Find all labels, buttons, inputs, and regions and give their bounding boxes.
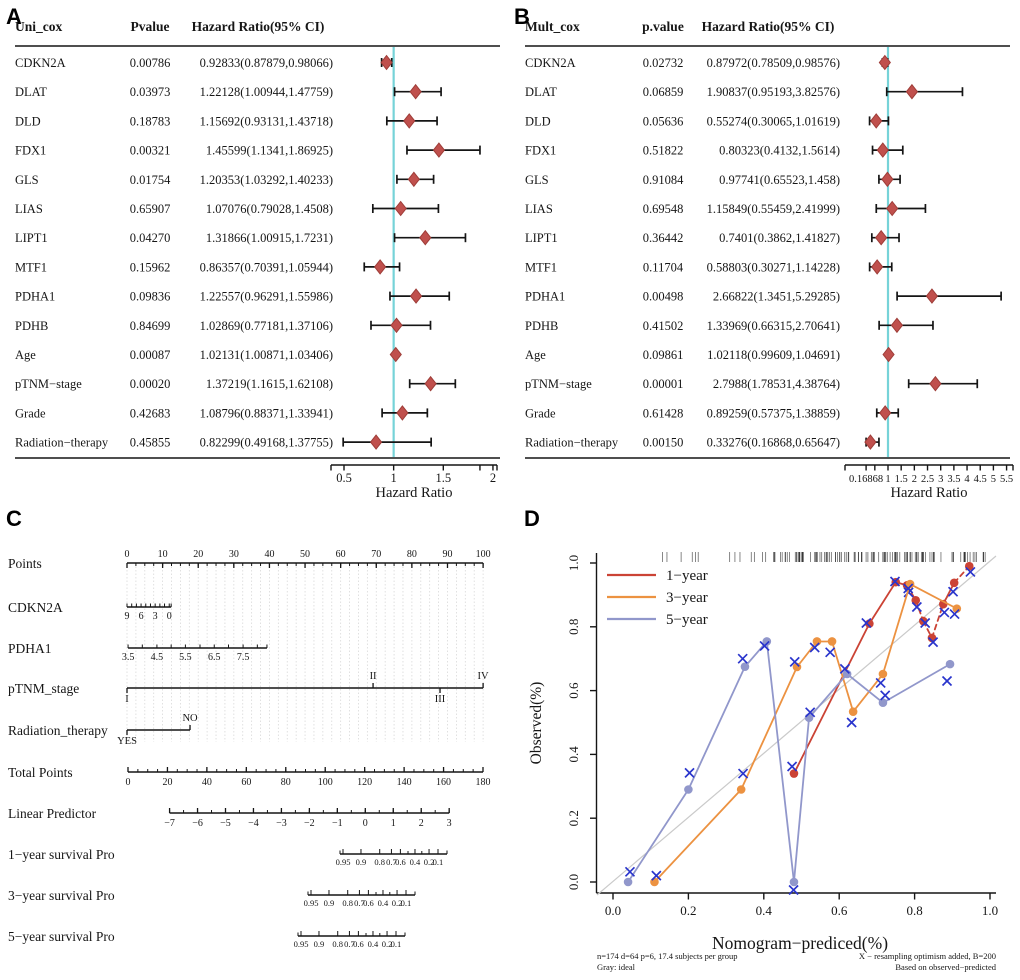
category-label: IV xyxy=(477,671,489,682)
nomogram-row-label: Points xyxy=(8,556,42,571)
axis-tick-label: 0.2 xyxy=(423,857,435,867)
row-pvalue: 0.45855 xyxy=(129,435,171,450)
nomogram-row-label: 5−year survival Pro xyxy=(8,929,115,944)
row-ci-text: 0.89259(0.57375,1.38859) xyxy=(706,406,840,421)
nomogram-row-5-year-survival-Pro xyxy=(8,929,405,949)
axis-tick-label: 100 xyxy=(475,549,491,560)
forest-axis-B xyxy=(845,465,1013,501)
legend-label: 3−year xyxy=(666,590,708,606)
axis-tick-label: 3 xyxy=(938,474,944,485)
row-pvalue: 0.09836 xyxy=(129,289,171,304)
nomogram-row-Linear-Predictor xyxy=(8,806,452,829)
axis-tick-label: 20 xyxy=(193,549,204,560)
hr-diamond xyxy=(404,114,415,128)
row-ci-text: 1.22128(1.00944,1.47759) xyxy=(199,85,333,100)
data-point-circle xyxy=(741,662,750,671)
nomogram-row-CDKN2A xyxy=(8,600,172,622)
forest-row-FDX1 xyxy=(525,143,903,158)
axis-tick-label: 50 xyxy=(300,549,311,560)
axis-tick-label: 6.5 xyxy=(207,652,221,663)
axis-tick-label: 0.5 xyxy=(336,471,352,485)
nomogram-row-pTNM-stage xyxy=(8,671,489,705)
data-point-circle xyxy=(650,878,659,887)
footnote: n=174 d=64 p=6, 17.4 subjects per group xyxy=(597,951,738,961)
data-point-circle xyxy=(879,698,888,707)
axis-tick-label: 20 xyxy=(162,777,173,788)
axis-tick-label: 60 xyxy=(241,777,252,788)
category-label: I xyxy=(125,694,129,705)
forest-row-Radiation−therapy xyxy=(525,435,879,450)
row-ci-text: 0.33276(0.16868,0.65647) xyxy=(706,435,840,450)
nomogram-row-label: Radiation_therapy xyxy=(8,723,108,738)
hr-diamond xyxy=(425,377,436,391)
hr-diamond xyxy=(872,260,883,274)
axis-tick-label: 3 xyxy=(152,611,158,622)
axis-tick-label: 0.6 xyxy=(395,857,406,867)
row-ci-text: 1.45599(1.1341,1.86925) xyxy=(205,143,333,158)
axis-tick-label: 0.2 xyxy=(391,898,403,908)
panel-c-label: C xyxy=(6,506,22,531)
forest-row-LIPT1 xyxy=(525,231,899,246)
ideal-line xyxy=(597,556,996,895)
nomogram-row-label: 1−year survival Pro xyxy=(8,847,115,862)
row-pvalue: 0.61428 xyxy=(642,406,684,421)
calibration-footnotes xyxy=(597,951,997,972)
forest-row-GLS xyxy=(15,172,434,187)
row-name: pTNM−stage xyxy=(525,377,592,392)
axis-tick-label: −3 xyxy=(276,818,287,829)
y-tick-label: 0.2 xyxy=(566,810,581,827)
nomogram-row-3-year-survival-Pro xyxy=(8,888,415,908)
column-header: Mult_cox xyxy=(525,19,580,34)
row-ci-text: 1.08796(0.88371,1.33941) xyxy=(199,406,333,421)
forest-row-pTNM−stage xyxy=(525,377,977,392)
axis-tick-label: 0.4 xyxy=(409,857,421,867)
row-pvalue: 0.65907 xyxy=(129,202,171,216)
row-ci-text: 0.86357(0.70391,1.05944) xyxy=(199,260,333,275)
axis-tick-label: 30 xyxy=(228,549,239,560)
row-pvalue: 0.11704 xyxy=(642,260,684,275)
forest-row-Age xyxy=(525,348,894,363)
row-name: Grade xyxy=(525,406,556,421)
row-pvalue: 0.00087 xyxy=(129,348,171,362)
forest-row-CDKN2A xyxy=(15,56,392,71)
forest-row-DLAT xyxy=(525,85,962,100)
row-ci-text: 0.82299(0.49168,1.37755) xyxy=(199,435,333,450)
row-name: MTF1 xyxy=(525,260,557,275)
row-pvalue: 0.00001 xyxy=(642,377,684,392)
nomogram-row-label: pTNM_stage xyxy=(8,681,80,696)
axis-tick-label: 0.8 xyxy=(342,898,354,908)
axis-tick-label: 2.5 xyxy=(920,474,935,485)
row-pvalue: 0.84699 xyxy=(129,318,171,333)
axis-tick-label: 120 xyxy=(357,777,373,788)
forest-row-FDX1 xyxy=(15,143,480,158)
hr-diamond xyxy=(411,289,422,303)
axis-tick-label: 0.4 xyxy=(377,898,389,908)
axis-tick-label: 4.5 xyxy=(150,652,164,663)
row-name: PDHA1 xyxy=(525,289,566,304)
y-tick-label: 0.4 xyxy=(566,746,581,763)
axis-tick-label: 5.5 xyxy=(179,652,192,663)
row-pvalue: 0.42683 xyxy=(129,406,171,421)
hr-diamond xyxy=(891,318,902,332)
x-tick-label: 1.0 xyxy=(981,903,999,918)
data-point-circle xyxy=(849,707,858,716)
row-ci-text: 1.02869(0.77181,1.37106) xyxy=(199,318,333,333)
row-name: Age xyxy=(525,348,546,362)
row-ci-text: 1.15692(0.93131,1.43718) xyxy=(199,114,333,129)
axis-title: Hazard Ratio xyxy=(890,485,968,501)
calibration-panel xyxy=(528,552,998,972)
row-name: FDX1 xyxy=(15,143,47,158)
category-label: III xyxy=(434,694,446,705)
data-point-circle xyxy=(946,660,955,669)
row-pvalue: 0.91084 xyxy=(642,172,684,187)
row-name: DLD xyxy=(525,114,551,129)
forest-row-Grade xyxy=(525,406,898,421)
forest-row-GLS xyxy=(525,172,900,187)
calibration-series-5-year xyxy=(624,637,955,894)
data-point-circle xyxy=(684,785,693,794)
axis-tick-label: 1.5 xyxy=(435,471,452,485)
row-name: FDX1 xyxy=(525,143,557,158)
axis-tick-label: 0.6 xyxy=(353,939,364,949)
axis-tick-label: −5 xyxy=(220,818,231,829)
calibration-rug xyxy=(663,552,985,562)
axis-tick-label: −7 xyxy=(164,818,175,829)
axis-tick-label: 4 xyxy=(964,474,970,485)
forest-row-pTNM−stage xyxy=(15,377,455,392)
row-name: Radiation−therapy xyxy=(15,435,109,450)
column-header: Hazard Ratio(95% CI) xyxy=(701,19,835,34)
x-tick-label: 0.2 xyxy=(680,903,697,918)
row-ci-text: 2.66822(1.3451,5.29285) xyxy=(712,289,840,304)
row-ci-text: 1.90837(0.95193,3.82576) xyxy=(706,85,840,100)
axis-tick-label: 0.16868 xyxy=(849,474,884,485)
nomogram-row-label: 3−year survival Pro xyxy=(8,888,115,903)
row-ci-text: 1.33969(0.66315,2.70641) xyxy=(706,318,840,333)
axis-tick-label: 3.5 xyxy=(947,474,961,485)
category-label: NO xyxy=(182,713,198,724)
axis-tick-label: 90 xyxy=(442,549,453,560)
legend-label: 1−year xyxy=(666,568,708,584)
data-point-circle xyxy=(950,578,959,587)
forest-panel-A xyxy=(15,19,500,501)
axis-tick-label: 5 xyxy=(990,474,997,485)
hr-diamond xyxy=(375,260,386,274)
row-name: LIAS xyxy=(15,202,43,216)
row-name: MTF1 xyxy=(15,260,47,275)
y-tick-label: 0.6 xyxy=(566,682,581,699)
footnote: Based on observed−predicted xyxy=(895,962,996,972)
axis-tick-label: 0.8 xyxy=(374,857,386,867)
axis-tick-label: 0.95 xyxy=(303,898,319,908)
calibration-legend xyxy=(607,568,708,628)
row-pvalue: 0.00321 xyxy=(129,143,171,158)
row-name: CDKN2A xyxy=(15,56,66,70)
x-tick-label: 0.4 xyxy=(755,903,772,918)
footnote: X − resampling optimism added, B=200 xyxy=(858,951,996,961)
row-pvalue: 0.69548 xyxy=(642,202,684,216)
row-ci-text: 1.31866(1.00915,1.7231) xyxy=(205,231,333,246)
axis-tick-label: −2 xyxy=(304,818,315,829)
hr-diamond xyxy=(410,85,421,99)
hr-diamond xyxy=(408,172,419,186)
footnote: Gray: ideal xyxy=(597,962,635,972)
column-header: Pvalue xyxy=(130,19,170,34)
row-ci-text: 2.7988(1.78531,4.38764) xyxy=(712,377,840,392)
x-axis-title: Nomogram−prediced(%) xyxy=(711,933,889,953)
axis-tick-label: 0.1 xyxy=(432,857,444,867)
row-pvalue: 0.00498 xyxy=(642,289,684,304)
row-name: DLAT xyxy=(15,85,47,100)
forest-row-Radiation−therapy xyxy=(15,435,431,450)
forest-row-LIPT1 xyxy=(15,231,465,246)
axis-tick-label: 0 xyxy=(125,777,131,788)
forest-row-DLAT xyxy=(15,85,441,100)
axis-tick-label: 0.1 xyxy=(400,898,412,908)
row-pvalue: 0.51822 xyxy=(642,143,684,158)
axis-tick-label: 0.2 xyxy=(381,939,393,949)
forest-row-Grade xyxy=(15,406,427,421)
axis-tick-label: 0.95 xyxy=(335,857,351,867)
axis-tick-label: 6 xyxy=(138,611,144,622)
row-ci-text: 0.58803(0.30271,1.14228) xyxy=(706,260,840,275)
axis-tick-label: 0.9 xyxy=(313,939,325,949)
axis-tick-label: 0.6 xyxy=(363,898,374,908)
axis-tick-label: 3.5 xyxy=(121,652,135,663)
axis-tick-label: 1 xyxy=(390,471,397,485)
row-pvalue: 0.00020 xyxy=(129,377,171,392)
axis-tick-label: 9 xyxy=(124,611,130,622)
data-point-circle xyxy=(828,637,837,646)
y-tick-label: 0.8 xyxy=(566,618,581,635)
axis-tick-label: 0.7 xyxy=(344,939,355,949)
hr-diamond xyxy=(930,377,941,391)
axis-tick-label: 2 xyxy=(489,471,497,485)
row-pvalue: 0.05636 xyxy=(642,114,684,129)
row-name: GLS xyxy=(15,172,39,187)
axis-tick-label: 0.9 xyxy=(355,857,367,867)
row-pvalue: 0.02732 xyxy=(642,56,684,70)
axis-tick-label: 0.4 xyxy=(367,939,379,949)
column-header: p.value xyxy=(642,19,684,34)
axis-tick-label: 7.5 xyxy=(236,652,250,663)
nomogram-row-label: CDKN2A xyxy=(8,600,63,615)
row-ci-text: 0.80323(0.4132,1.5614) xyxy=(719,143,840,158)
row-name: DLAT xyxy=(525,85,557,100)
row-pvalue: 0.00786 xyxy=(129,56,171,70)
axis-tick-label: 2 xyxy=(911,474,917,485)
forest-row-PDHA1 xyxy=(525,289,1001,304)
row-ci-text: 0.97741(0.65523,1.458) xyxy=(719,172,840,187)
axis-tick-label: 0 xyxy=(124,549,130,560)
x-tick-label: 0.6 xyxy=(831,903,848,918)
row-ci-text: 1.02131(1.00871,1.03406) xyxy=(199,348,333,362)
forest-row-MTF1 xyxy=(15,260,400,275)
row-name: PDHA1 xyxy=(15,289,56,304)
axis-tick-label: −1 xyxy=(332,818,343,829)
hr-diamond xyxy=(871,114,882,128)
row-ci-text: 1.02118(0.99609,1.04691) xyxy=(707,348,840,362)
row-pvalue: 0.04270 xyxy=(129,231,171,246)
hr-diamond xyxy=(397,406,408,420)
panel-a-label: A xyxy=(6,4,22,29)
row-pvalue: 0.03973 xyxy=(129,85,171,100)
axis-tick-label: 0.8 xyxy=(332,939,344,949)
hr-diamond xyxy=(433,143,444,157)
row-ci-text: 1.07076(0.79028,1.4508) xyxy=(205,202,333,216)
hr-diamond xyxy=(371,435,382,449)
forest-row-PDHB xyxy=(15,318,430,333)
nomogram-row-label: Linear Predictor xyxy=(8,806,97,821)
axis-tick-label: 0.1 xyxy=(390,939,402,949)
nomogram-row-1-year-survival-Pro xyxy=(8,847,447,867)
forest-row-DLD xyxy=(525,114,888,128)
axis-tick-label: 1 xyxy=(390,818,396,829)
column-header: Hazard Ratio(95% CI) xyxy=(191,19,325,34)
axis-tick-label: 180 xyxy=(475,777,491,788)
axis-tick-label: 1.5 xyxy=(894,474,908,485)
forest-row-Age xyxy=(15,348,401,363)
row-name: LIPT1 xyxy=(525,231,558,246)
x-tick-label: 0.8 xyxy=(906,903,923,918)
row-name: LIAS xyxy=(525,202,553,216)
x-tick-label: 0.0 xyxy=(604,903,622,918)
category-label: II xyxy=(369,671,377,682)
axis-tick-label: 4.5 xyxy=(973,474,987,485)
row-pvalue: 0.09861 xyxy=(642,348,684,362)
hr-diamond xyxy=(420,231,431,245)
row-pvalue: 0.41502 xyxy=(642,318,684,333)
data-point-circle xyxy=(879,670,888,679)
axis-tick-label: 0.95 xyxy=(293,939,309,949)
panel-d-label: D xyxy=(524,506,540,531)
axis-title: Hazard Ratio xyxy=(375,485,453,501)
row-ci-text: 1.20353(1.03292,1.40233) xyxy=(199,172,333,187)
row-name: Age xyxy=(15,348,36,362)
hr-diamond xyxy=(390,348,401,362)
axis-tick-label: 60 xyxy=(335,549,346,560)
hr-diamond xyxy=(926,289,937,303)
hr-diamond xyxy=(906,85,917,99)
row-ci-text: 0.55274(0.30065,1.01619) xyxy=(706,114,840,129)
row-name: Radiation−therapy xyxy=(525,435,619,450)
row-ci-text: 1.22557(0.96291,1.55986) xyxy=(199,289,333,304)
axis-tick-label: 3 xyxy=(446,818,452,829)
nomogram-row-label: PDHA1 xyxy=(8,641,52,656)
hr-diamond xyxy=(395,202,406,216)
row-pvalue: 0.15962 xyxy=(129,260,171,275)
axis-tick-label: 0.7 xyxy=(354,898,365,908)
forest-axis-A xyxy=(331,465,497,501)
forest-row-PDHB xyxy=(525,318,933,333)
nomogram-row-Radiation-therapy xyxy=(8,713,198,747)
forest-row-MTF1 xyxy=(525,260,892,275)
row-pvalue: 0.18783 xyxy=(129,114,171,129)
axis-tick-label: 0 xyxy=(362,818,368,829)
axis-tick-label: 40 xyxy=(201,777,212,788)
row-name: GLS xyxy=(525,172,549,187)
axis-tick-label: 1 xyxy=(885,474,891,485)
row-pvalue: 0.00150 xyxy=(642,435,684,450)
row-name: LIPT1 xyxy=(15,231,48,246)
row-name: pTNM−stage xyxy=(15,377,82,392)
axis-tick-label: 40 xyxy=(264,549,275,560)
axis-tick-label: 140 xyxy=(396,777,412,788)
axis-tick-label: −6 xyxy=(192,818,203,829)
row-ci-text: 0.92833(0.87879,0.98066) xyxy=(199,56,333,70)
nomogram-row-label: Total Points xyxy=(8,765,73,780)
category-label: YES xyxy=(117,736,137,747)
forest-panel-B xyxy=(525,19,1013,501)
nomogram-row-Total-Points xyxy=(8,765,490,788)
axis-tick-label: 10 xyxy=(157,549,168,560)
axis-tick-label: 0.7 xyxy=(386,857,397,867)
hr-diamond xyxy=(877,143,888,157)
hr-diamond xyxy=(876,231,887,245)
forest-row-PDHA1 xyxy=(15,289,449,304)
forest-row-LIAS xyxy=(15,202,438,217)
axis-tick-label: 80 xyxy=(280,777,291,788)
calibration-series-1-year xyxy=(788,562,975,778)
y-tick-label: 1.0 xyxy=(566,554,581,572)
nomogram-row-Points xyxy=(8,549,491,571)
row-name: Grade xyxy=(15,406,46,421)
data-point-circle xyxy=(624,878,633,887)
row-ci-text: 1.15849(0.55459,2.41999) xyxy=(706,202,840,216)
axis-tick-label: 100 xyxy=(317,777,333,788)
forest-row-CDKN2A xyxy=(525,56,890,71)
row-ci-text: 0.7401(0.3862,1.41827) xyxy=(719,231,840,246)
y-axis-title: Observed(%) xyxy=(528,681,545,765)
row-ci-text: 0.87972(0.78509,0.98576) xyxy=(706,56,840,70)
axis-tick-label: 0.9 xyxy=(323,898,335,908)
row-pvalue: 0.36442 xyxy=(642,231,684,246)
panel-b-label: B xyxy=(514,4,530,29)
hr-diamond xyxy=(865,435,876,449)
forest-row-LIAS xyxy=(525,202,925,217)
legend-label: 5−year xyxy=(666,612,708,628)
hr-diamond xyxy=(883,348,894,362)
axis-tick-label: 0 xyxy=(166,611,172,622)
column-header: Uni_cox xyxy=(15,19,63,34)
y-tick-label: 0.0 xyxy=(566,873,581,891)
axis-tick-label: 5.5 xyxy=(1000,474,1014,485)
row-pvalue: 0.06859 xyxy=(642,85,684,100)
data-point-circle xyxy=(790,878,799,887)
row-name: PDHB xyxy=(525,318,559,333)
hr-diamond xyxy=(882,172,893,186)
hr-diamond xyxy=(381,56,392,70)
nomogram-row-PDHA1 xyxy=(8,641,267,663)
forest-row-DLD xyxy=(15,114,437,128)
nomogram-panel xyxy=(8,549,491,949)
axis-tick-label: 70 xyxy=(371,549,382,560)
axis-tick-label: 80 xyxy=(406,549,417,560)
row-pvalue: 0.01754 xyxy=(129,172,171,187)
data-point-circle xyxy=(737,785,746,794)
axis-tick-label: 160 xyxy=(436,777,452,788)
row-name: DLD xyxy=(15,114,41,129)
row-name: CDKN2A xyxy=(525,56,576,70)
row-ci-text: 1.37219(1.1615,1.62108) xyxy=(205,377,333,392)
axis-tick-label: 2 xyxy=(418,818,424,829)
axis-tick-label: −4 xyxy=(248,818,259,829)
row-name: PDHB xyxy=(15,318,49,333)
